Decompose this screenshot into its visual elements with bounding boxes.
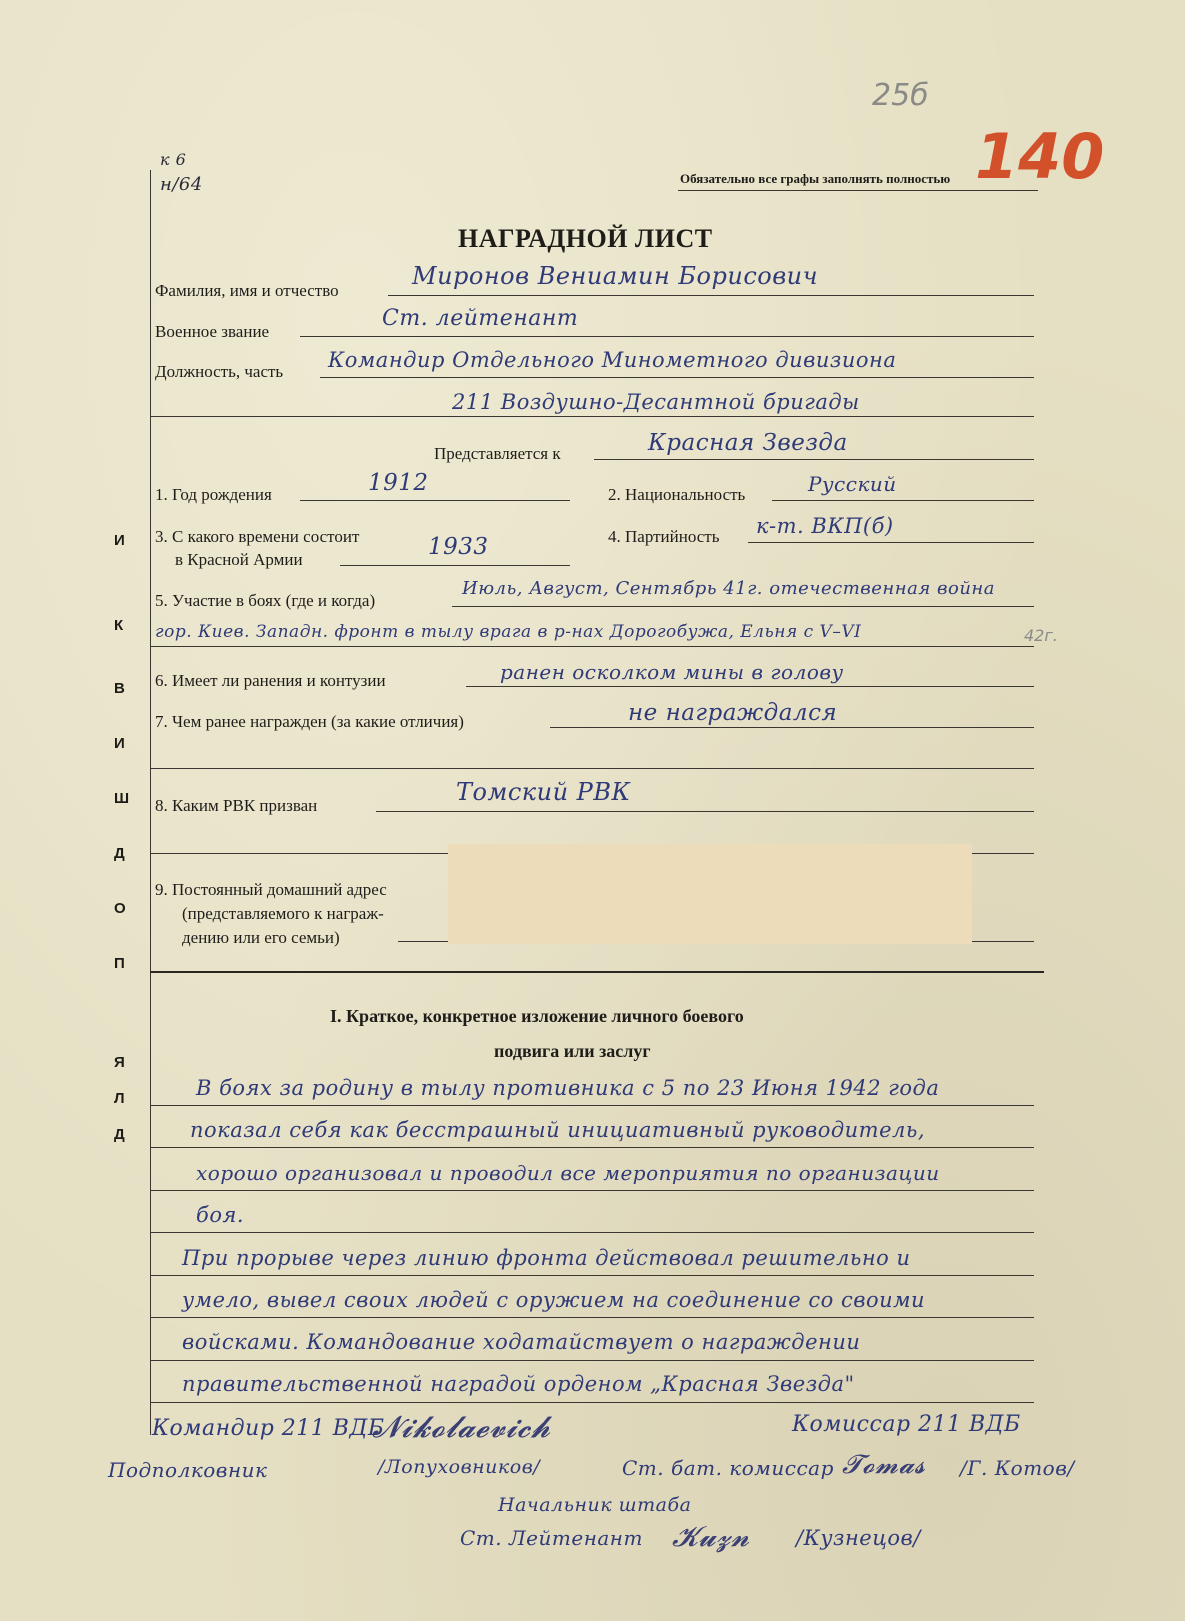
section-separator — [150, 971, 1044, 973]
battles-line-2 — [150, 646, 1034, 647]
side-letter: Л — [114, 1090, 126, 1107]
instruction-underline — [678, 190, 1038, 191]
service-since-label-2: в Красной Армии — [175, 550, 303, 569]
text-rule — [150, 1147, 1034, 1148]
side-letter: И — [114, 735, 126, 752]
side-letter: В — [114, 680, 126, 697]
nationality-line — [772, 500, 1034, 501]
commander-signature: 𝓝𝓲𝓴𝓸𝓵𝓪𝓮𝓿𝓲𝓬𝓱 — [372, 1410, 551, 1445]
pencil-archive-number: 25б — [872, 78, 929, 113]
page-title: НАГРАДНОЙ ЛИСТ — [458, 224, 713, 253]
position-line-2 — [150, 416, 1034, 417]
commander-name: /Лопуховников/ — [378, 1456, 541, 1478]
side-letter: Я — [114, 1054, 126, 1071]
address-label-2: (представляемого к награж- — [182, 904, 384, 923]
narrative-line: боя. — [196, 1203, 245, 1227]
rvk-line — [376, 811, 1034, 812]
left-note-1: к 6 — [160, 150, 187, 169]
service-since-line — [340, 565, 570, 566]
name-line — [388, 295, 1034, 296]
birth-year-value: 1912 — [368, 470, 429, 496]
nationality-value: Русский — [808, 472, 897, 496]
margin-line — [150, 170, 151, 1435]
narrative-line: умело, вывел своих людей с оружием на соединение со своими — [182, 1288, 926, 1312]
rvk-value: Томский РВК — [456, 778, 631, 806]
party-label: 4. Партийность — [608, 527, 720, 546]
red-page-number: 140 — [975, 120, 1105, 193]
address-label-3: дению или его семьи) — [182, 928, 340, 947]
rank-line — [300, 336, 1034, 337]
wounds-value: ранен осколком мины в голову — [500, 660, 844, 684]
narrative-line: показал себя как бесстрашный инициативный руководитель, — [190, 1118, 925, 1142]
side-letter: П — [114, 955, 126, 972]
rvk-label: 8. Каким РВК призван — [155, 796, 318, 815]
battles-pencil-note: 42г. — [1024, 626, 1058, 645]
redaction-block — [448, 844, 972, 944]
text-rule — [150, 1232, 1034, 1233]
wounds-line — [466, 686, 1034, 687]
position-line-1 — [320, 377, 1034, 378]
side-letter: К — [114, 617, 125, 634]
fill-instruction: Обязательно все графы заполнять полностью — [680, 171, 951, 186]
narrative-line: В боях за родину в тылу противника с 5 по 23 Июня 1942 года — [196, 1076, 940, 1100]
text-rule — [150, 1190, 1034, 1191]
left-note-2: н/64 — [160, 174, 203, 195]
side-letter: Д — [114, 845, 126, 862]
commissar-title: Комиссар 211 ВДБ — [792, 1412, 1021, 1437]
narrative-line: хорошо организовал и проводил все мероприятия по организации — [196, 1161, 940, 1185]
birth-year-line — [300, 500, 570, 501]
side-letter: И — [114, 532, 126, 549]
battles-line-1 — [452, 606, 1034, 607]
name-label: Фамилия, имя и отчество — [155, 281, 339, 300]
commander-rank: Подполковник — [108, 1458, 268, 1482]
side-letter: Ш — [114, 790, 131, 807]
nationality-label: 2. Национальность — [608, 485, 746, 504]
prior-awards-line — [550, 727, 1034, 728]
text-rule — [150, 1402, 1034, 1403]
party-line — [748, 542, 1034, 543]
chief-signature: 𝓚𝓾𝔃𝓷 — [672, 1520, 750, 1553]
name-value: Миронов Вениамин Борисович — [412, 262, 819, 290]
text-rule — [150, 1317, 1034, 1318]
nominated-value: Красная Звезда — [648, 430, 848, 456]
text-rule — [150, 1105, 1034, 1106]
prior-awards-line-2 — [150, 768, 1034, 769]
commissar-name: /Г. Котов/ — [960, 1456, 1075, 1480]
battles-value-1: Июль, Август, Сентябрь 41г. отечественная война — [462, 578, 995, 599]
text-rule — [150, 1275, 1034, 1276]
commander-title: Командир 211 ВДБ — [152, 1416, 385, 1441]
narrative-line: правительственной наградой орденом „Красная Звезда" — [182, 1372, 855, 1396]
nominated-line — [594, 459, 1034, 460]
birth-year-label: 1. Год рождения — [155, 485, 272, 504]
battles-label: 5. Участие в боях (где и когда) — [155, 591, 376, 610]
position-value-2: 211 Воздушно-Десантной бригады — [452, 390, 860, 414]
prior-awards-value: не награждался — [628, 700, 838, 726]
party-value: к-т. ВКП(б) — [756, 514, 894, 538]
chief-name: /Кузнецов/ — [796, 1526, 921, 1550]
address-label-1: 9. Постоянный домашний адрес — [155, 880, 387, 899]
battles-value-2: гор. Киев. Западн. фронт в тылу врага в р-нах Дорогобужа, Ельня с V–VI — [155, 622, 862, 642]
service-since-value: 1933 — [428, 534, 489, 560]
chief-of-staff-title: Начальник штаба — [498, 1494, 692, 1516]
text-rule — [150, 1360, 1034, 1361]
position-value-1: Командир Отдельного Минометного дивизиона — [328, 348, 897, 372]
chief-rank: Ст. Лейтенант — [460, 1526, 643, 1550]
wounds-label: 6. Имеет ли ранения и контузии — [155, 671, 386, 690]
rank-value: Ст. лейтенант — [382, 306, 579, 331]
service-since-label-1: 3. С какого времени состоит — [155, 527, 360, 546]
rank-label: Военное звание — [155, 322, 270, 341]
section-title-1: I. Краткое, конкретное изложение личного боевого — [330, 1006, 744, 1026]
section-title-2: подвига или заслуг — [494, 1041, 651, 1061]
narrative-line: При прорыве через линию фронта действовал решительно и — [182, 1246, 911, 1270]
nominated-label: Представляется к — [434, 444, 561, 463]
side-letter: Д — [114, 1126, 126, 1143]
side-letter: О — [114, 900, 127, 917]
position-label: Должность, часть — [155, 362, 284, 381]
prior-awards-label: 7. Чем ранее награжден (за какие отличия) — [155, 712, 464, 731]
commissar-signature: 𝓣𝓸𝓶𝓪𝓼 — [842, 1450, 926, 1480]
commissar-rank: Ст. бат. комиссар — [622, 1456, 834, 1480]
narrative-line: войсками. Командование ходатайствует о награждении — [182, 1330, 861, 1354]
